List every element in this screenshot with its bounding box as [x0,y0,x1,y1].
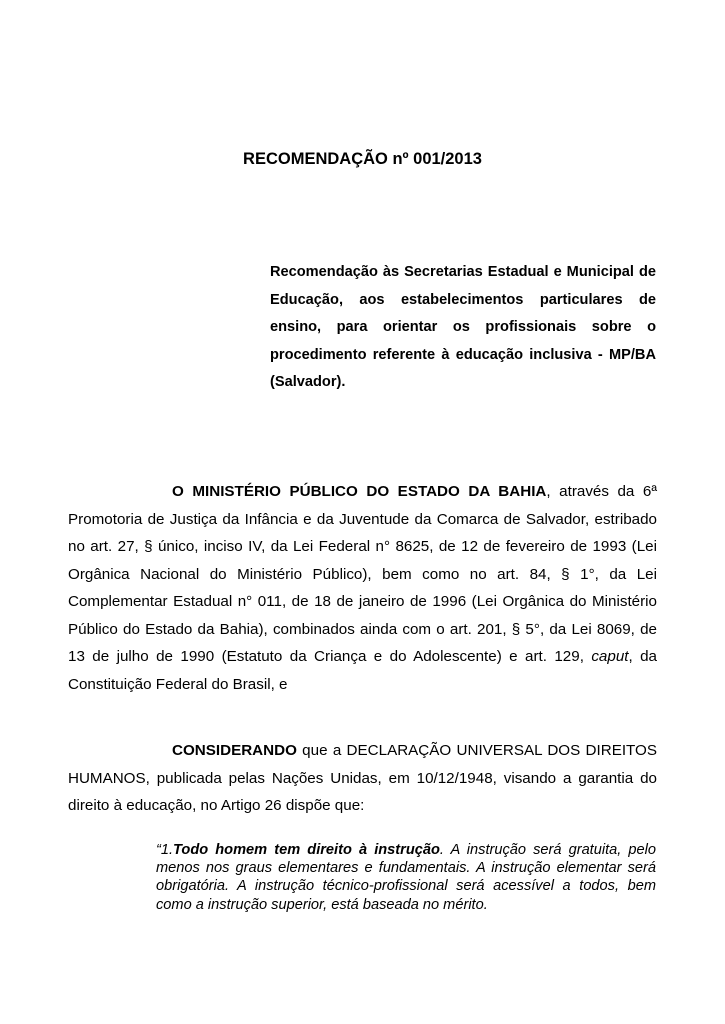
paragraph-text: que a DECLARAÇÃO UNIVERSAL DOS DIREITOS HUMANOS, publicada pelas Nações Unidas, em 10/12/1948, visando a garantia do direito à educação, no Artigo 26 dispõe que: [68,742,657,814]
paragraph-text-end: , da Constituição Federal do Brasil, e [68,648,658,693]
paragraph-ministerio [68,478,657,698]
ministerio-name: O MINISTÉRIO PÚBLICO DO ESTADO DA BAHIA [172,483,547,500]
document-title: RECOMENDAÇÃO nº 001/2013 [243,150,482,168]
considerando-keyword: CONSIDERANDO [172,742,297,759]
caput-term: caput [591,648,629,665]
quote-bold: Todo homem tem direito à instrução [173,842,440,858]
quote-prefix: “1. [156,842,174,858]
quoted-article [156,841,656,914]
paragraph-text: , através da 6ª Promotoria de Justiça da Infância e da Juventude da Comarca de Salvador, estribado no art. 27, § único, inciso IV, da Lei Federal n° 8625, de 12 de fevereiro de 1993 (Lei Orgânica Nacional do Ministério Público), bem como no art. 84, § 1°, da Lei Complementar Estadual n° 011, de 18 de janeiro de 1996 (Lei Orgânica do Ministério Público do Estado da Bahia), combinados ainda com o art. 201, § 5°, da Lei 8069, de 13 de julho de 1990 (Estatuto da Criança e do Adolescente) e art. 129, [68,483,657,665]
quote-text: . A instrução será gratuita, pelo menos nos graus elementares e fundamentais. A instrução elementar será obrigatória. A instrução técnico-profissional será acessível a todos, bem como a instrução superior, está baseada no mérito. [156,842,657,913]
paragraph-considerando [68,737,657,820]
document-abstract: Recomendação às Secretarias Estadual e Municipal de Educação, aos estabelecimentos particulares de ensino, para orientar os profissionais sobre o procedimento referente à educação inclusiva - MP/BA (Salvador). [270,264,656,390]
